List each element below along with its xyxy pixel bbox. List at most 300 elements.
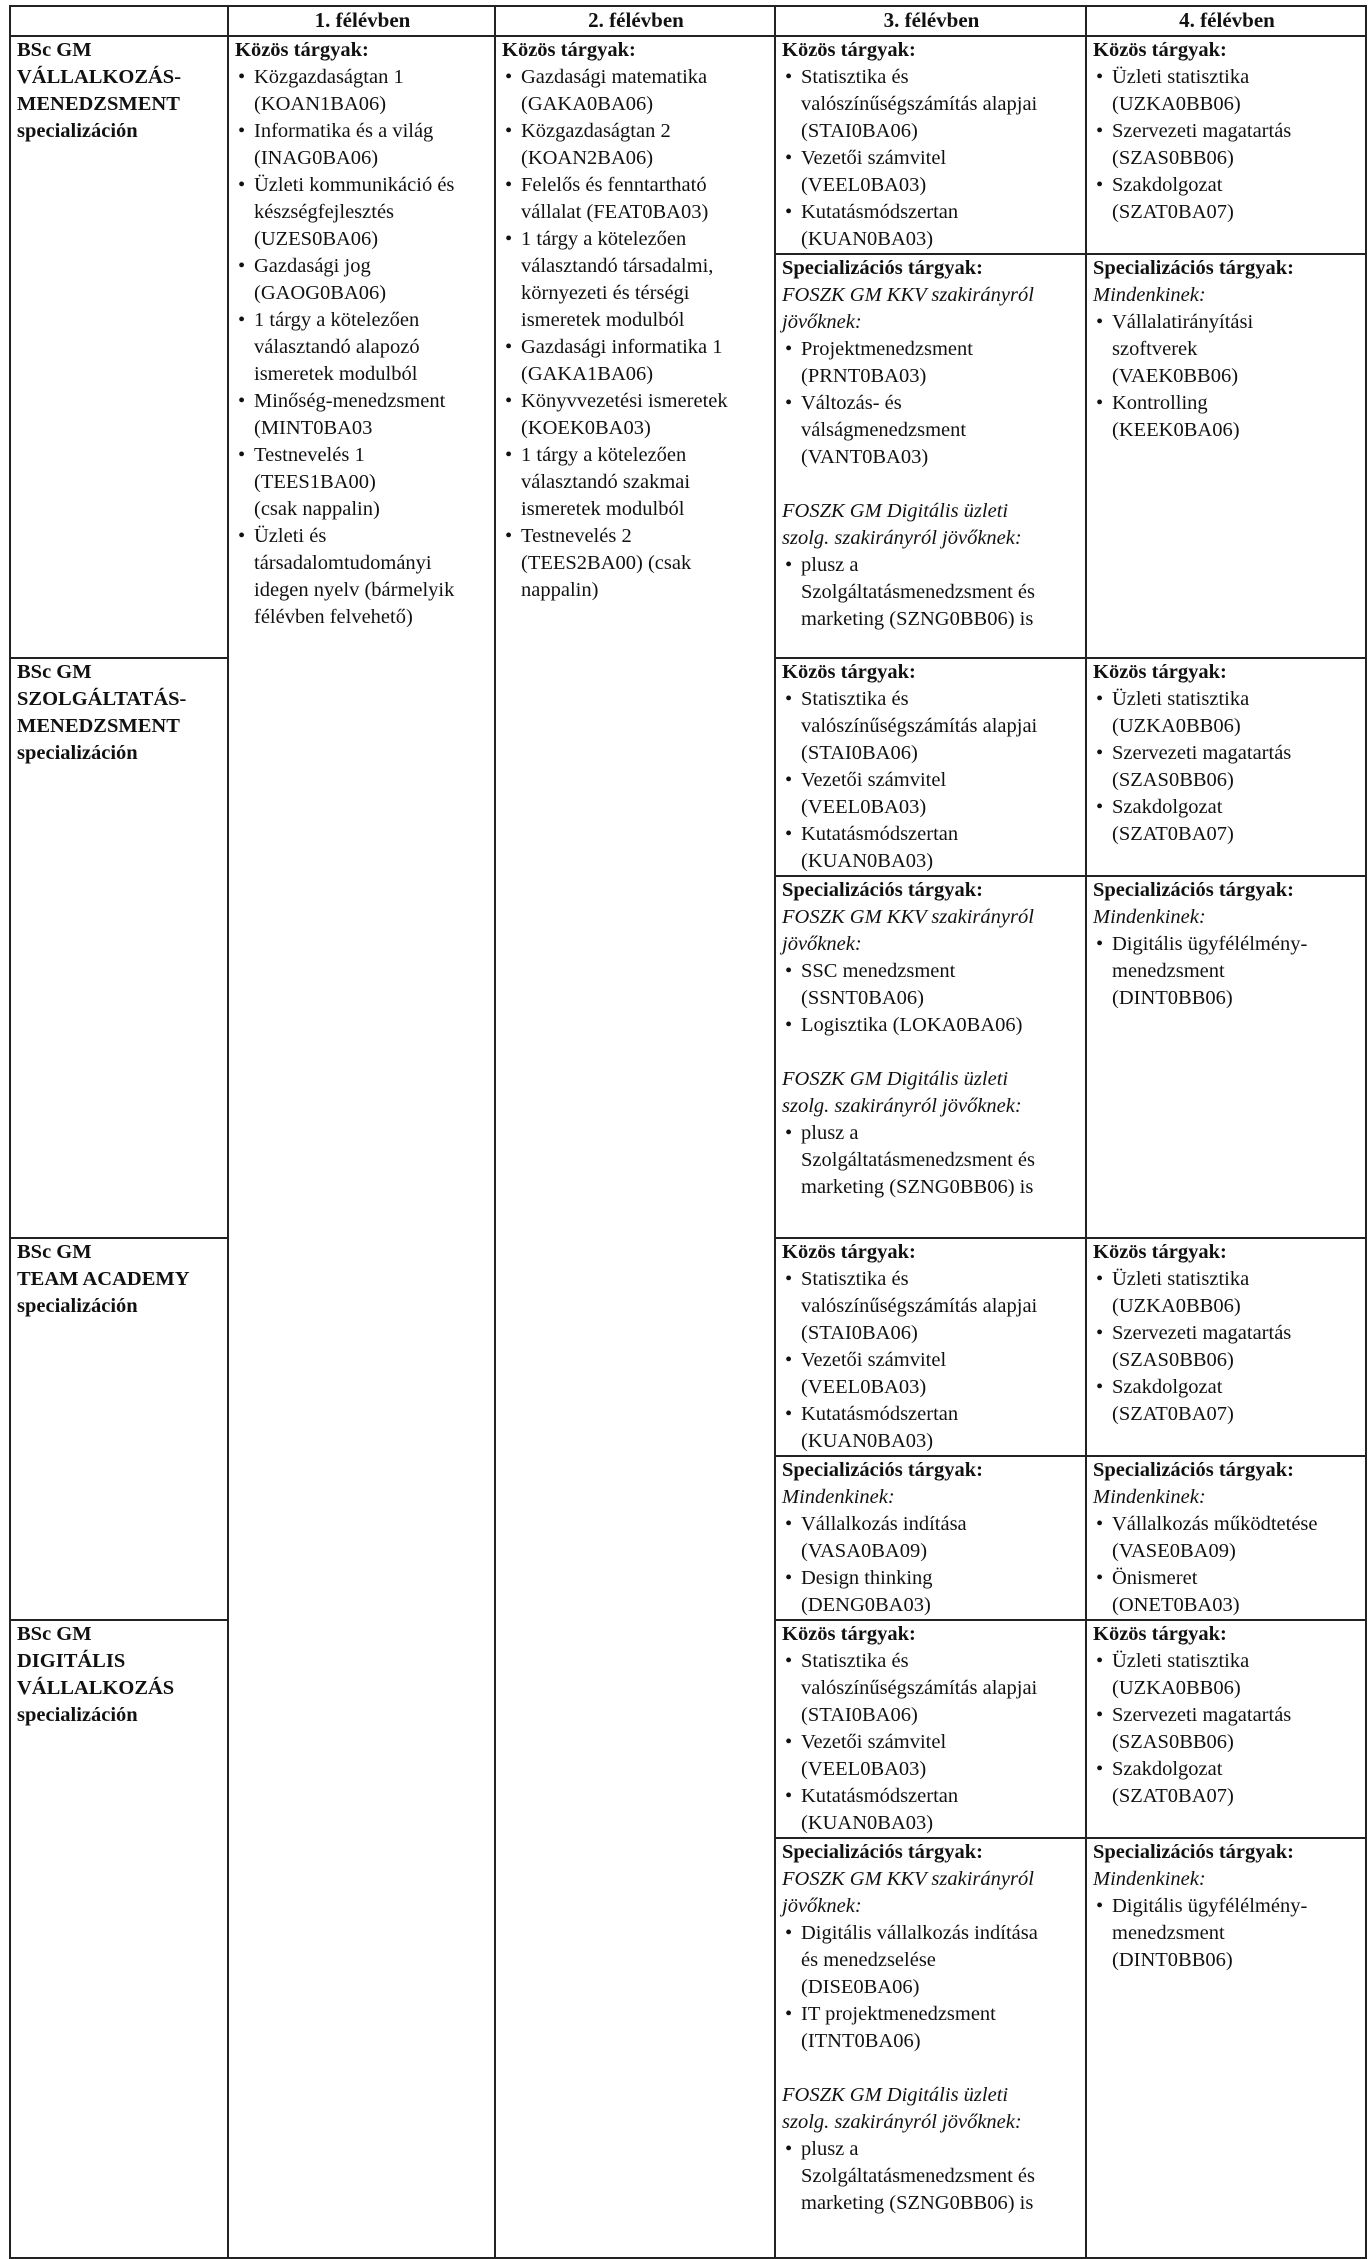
course-item	[801, 1120, 1081, 1201]
course-line: • Digitális ügyfélélmény-	[1112, 1895, 1308, 1917]
semester-4-common	[1086, 1238, 1366, 1456]
course-item	[801, 1648, 1081, 1729]
semester-4-specialization	[1086, 254, 1366, 658]
course-item	[801, 64, 1081, 145]
course-line: készségfejlesztés	[254, 201, 395, 223]
course-line: (UZKA0BB06)	[1112, 1295, 1241, 1317]
course-list	[782, 1266, 1081, 1455]
common-subjects-title: Közös tárgyak:	[782, 1241, 916, 1263]
course-line: • 1 tárgy a kötelezően	[521, 444, 687, 466]
course-item	[254, 307, 490, 388]
group-label	[782, 498, 1081, 552]
specialization-name	[10, 1620, 228, 2258]
course-line: félévben felvehető)	[254, 606, 413, 628]
course-line: marketing (SZNG0BB06) is	[801, 2192, 1034, 2214]
course-line: (GAOG0BA06)	[254, 282, 387, 304]
specialization-name-line: VÁLLALKOZÁS-	[17, 66, 182, 88]
course-line: • 1 tárgy a kötelezően	[521, 228, 687, 250]
spec-row-common	[10, 36, 1366, 254]
course-line: (SZAS0BB06)	[1112, 769, 1234, 791]
course-line: • Vezetői számvitel	[801, 147, 947, 169]
group-label-line: FOSZK GM Digitális üzleti	[782, 500, 1009, 522]
group-label-line: FOSZK GM KKV szakirányról	[782, 906, 1034, 928]
course-item	[254, 388, 490, 442]
course-line: (GAKA0BA06)	[521, 93, 654, 115]
course-line: • Statisztika és	[801, 66, 909, 88]
course-line: (VASA0BA09)	[801, 1540, 928, 1562]
semester-1-cell	[228, 36, 495, 2258]
course-line: (UZES0BA06)	[254, 228, 379, 250]
course-list	[782, 552, 1081, 633]
course-item	[254, 172, 490, 253]
course-item	[801, 767, 1081, 821]
course-line: • Minőség-menedzsment	[254, 390, 446, 412]
course-line: (KOAN1BA06)	[254, 93, 387, 115]
course-line: • Vezetői számvitel	[801, 1731, 947, 1753]
course-line: (KOEK0BA03)	[521, 417, 651, 439]
course-item	[521, 388, 770, 442]
course-line: (VEEL0BA03)	[801, 1758, 927, 1780]
group-label-line: Mindenkinek:	[1093, 1486, 1206, 1508]
course-item	[521, 334, 770, 388]
course-item	[801, 1920, 1081, 2001]
specialization-name-line: BSc GM	[17, 39, 92, 61]
course-line: (ONET0BA03)	[1112, 1594, 1240, 1616]
course-list	[782, 336, 1081, 471]
course-item	[254, 118, 490, 172]
course-list	[782, 1648, 1081, 1837]
course-item	[1112, 1374, 1361, 1428]
course-line: (UZKA0BB06)	[1112, 1677, 1241, 1699]
course-line: (VAEK0BB06)	[1112, 365, 1239, 387]
course-line: (KUAN0BA03)	[801, 228, 934, 250]
course-line: • Üzleti statisztika	[1112, 1650, 1250, 1672]
course-line: (ITNT0BA06)	[801, 2030, 921, 2052]
course-line: környezeti és térségi	[521, 282, 690, 304]
course-line: • Kontrolling	[1112, 392, 1208, 414]
course-line: (TEES2BA00) (csak	[521, 552, 692, 574]
course-line: (SZAS0BB06)	[1112, 147, 1234, 169]
group-label	[782, 1866, 1081, 1920]
course-item	[801, 686, 1081, 767]
course-item	[1112, 794, 1361, 848]
course-line: • Üzleti kommunikáció és	[254, 174, 455, 196]
course-item	[521, 442, 770, 523]
course-list	[782, 2136, 1081, 2217]
course-line: (SZAT0BA07)	[1112, 1785, 1234, 1807]
course-line: (DISE0BA06)	[801, 1976, 920, 1998]
course-line: (KUAN0BA03)	[801, 1430, 934, 1452]
group-label-line: jövőknek:	[782, 311, 862, 333]
semester-3-common	[775, 1238, 1086, 1456]
course-item	[254, 64, 490, 118]
course-line: • Kutatásmódszertan	[801, 1403, 959, 1425]
specialization-name-line: TEAM ACADEMY	[17, 1268, 190, 1290]
group-label	[782, 2082, 1081, 2136]
course-line: • Testnevelés 1	[254, 444, 365, 466]
course-line: • Kutatásmódszertan	[801, 201, 959, 223]
course-item	[1112, 1565, 1361, 1619]
semester-3-common	[775, 36, 1086, 254]
course-line: (TEES1BA00)	[254, 471, 376, 493]
header-semester-3: 3. félévben	[775, 6, 1086, 36]
course-line: • Szakdolgozat	[1112, 1758, 1223, 1780]
course-line: (KUAN0BA03)	[801, 1812, 934, 1834]
course-line: • 1 tárgy a kötelezően	[254, 309, 420, 331]
specialization-subjects-title: Specializációs tárgyak:	[782, 1459, 983, 1481]
course-list	[1093, 1511, 1361, 1619]
course-line: (STAI0BA06)	[801, 1704, 918, 1726]
course-list	[1093, 1648, 1361, 1810]
course-line: ismeretek modulból	[521, 309, 685, 331]
semester-4-common	[1086, 658, 1366, 876]
group-label	[782, 1484, 1081, 1511]
semester-3-specialization	[775, 876, 1086, 1238]
specialization-subjects-title: Specializációs tárgyak:	[1093, 257, 1294, 279]
specialization-name-line: specializáción	[17, 1704, 138, 1726]
course-item	[801, 552, 1081, 633]
course-line: valószínűségszámítás alapjai	[801, 1295, 1038, 1317]
group-label-line: Mindenkinek:	[1093, 284, 1206, 306]
course-item	[801, 1783, 1081, 1837]
course-line: • Felelős és fenntartható	[521, 174, 707, 196]
course-line: • plusz a	[801, 554, 859, 576]
course-line: • IT projektmenedzsment	[801, 2003, 996, 2025]
course-line: idegen nyelv (bármelyik	[254, 579, 455, 601]
course-item	[1112, 390, 1361, 444]
course-item	[801, 1565, 1081, 1619]
course-line: • Szervezeti magatartás	[1112, 120, 1292, 142]
spacer	[782, 471, 1081, 498]
course-line: (VANT0BA03)	[801, 446, 929, 468]
course-line: (DENG0BA03)	[801, 1594, 931, 1616]
course-item	[1112, 1702, 1361, 1756]
course-line: (STAI0BA06)	[801, 742, 918, 764]
course-item	[801, 2001, 1081, 2055]
course-line: • Üzleti statisztika	[1112, 688, 1250, 710]
group-label	[1093, 1484, 1361, 1511]
semester-3-common	[775, 1620, 1086, 1838]
course-line: (DINT0BB06)	[1112, 987, 1233, 1009]
course-list	[1093, 1266, 1361, 1428]
course-line: (VEEL0BA03)	[801, 1376, 927, 1398]
specialization-name-line: specializáción	[17, 1295, 138, 1317]
course-item	[1112, 309, 1361, 390]
course-line: nappalin)	[521, 579, 599, 601]
course-line: válságmenedzsment	[801, 419, 967, 441]
group-label-line: FOSZK GM Digitális üzleti	[782, 1068, 1009, 1090]
course-line: (KOAN2BA06)	[521, 147, 654, 169]
course-line: • plusz a	[801, 1122, 859, 1144]
course-line: • Gazdasági matematika	[521, 66, 708, 88]
course-line: • Gazdasági jog	[254, 255, 371, 277]
course-line: • Szervezeti magatartás	[1112, 742, 1292, 764]
course-list	[1093, 686, 1361, 848]
course-list	[782, 958, 1081, 1039]
course-line: • Statisztika és	[801, 688, 909, 710]
course-item	[521, 523, 770, 604]
course-line: választandó alapozó	[254, 336, 420, 358]
course-line: Szolgáltatásmenedzsment és	[801, 581, 1035, 603]
specialization-name-line: DIGITÁLIS	[17, 1650, 126, 1672]
course-line: (UZKA0BB06)	[1112, 715, 1241, 737]
common-subjects-title: Közös tárgyak:	[782, 39, 916, 61]
specialization-subjects-title: Specializációs tárgyak:	[1093, 1841, 1294, 1863]
course-line: • Változás- és	[801, 392, 902, 414]
semester-3-specialization	[775, 254, 1086, 658]
header-semester-2: 2. félévben	[495, 6, 775, 36]
specialization-subjects-title: Specializációs tárgyak:	[1093, 879, 1294, 901]
course-line: választandó társadalmi,	[521, 255, 714, 277]
course-item	[1112, 931, 1361, 1012]
course-line: • Önismeret	[1112, 1567, 1198, 1589]
course-line: • Logisztika (LOKA0BA06)	[801, 1014, 1023, 1036]
semester-2-cell	[495, 36, 775, 2258]
course-item	[801, 1012, 1081, 1039]
common-subjects-title: Közös tárgyak:	[782, 661, 916, 683]
course-line: • SSC menedzsment	[801, 960, 956, 982]
header-semester-4: 4. félévben	[1086, 6, 1366, 36]
course-line: (KUAN0BA03)	[801, 850, 934, 872]
course-item	[521, 64, 770, 118]
common-subjects-title: Közös tárgyak:	[235, 39, 369, 61]
course-line: • Üzleti és	[254, 525, 327, 547]
course-line: (STAI0BA06)	[801, 1322, 918, 1344]
course-line: (KEEK0BA06)	[1112, 419, 1240, 441]
course-line: (SZAT0BA07)	[1112, 201, 1234, 223]
course-line: (MINT0BA03	[254, 417, 373, 439]
course-line: marketing (SZNG0BB06) is	[801, 608, 1034, 630]
specialization-name-line: BSc GM	[17, 1623, 92, 1645]
course-line: (VEEL0BA03)	[801, 174, 927, 196]
common-subjects-title: Közös tárgyak:	[782, 1623, 916, 1645]
course-line: szoftverek	[1112, 338, 1198, 360]
course-line: (INAG0BA06)	[254, 147, 379, 169]
course-line: menedzsment	[1112, 1922, 1225, 1944]
group-label-line: FOSZK GM KKV szakirányról	[782, 1868, 1034, 1890]
group-label-line: FOSZK GM KKV szakirányról	[782, 284, 1034, 306]
course-line: (csak nappalin)	[254, 498, 380, 520]
course-line: • Szakdolgozat	[1112, 174, 1223, 196]
course-line: • Statisztika és	[801, 1650, 909, 1672]
course-line: valószínűségszámítás alapjai	[801, 1677, 1038, 1699]
course-line: Szolgáltatásmenedzsment és	[801, 2165, 1035, 2187]
course-line: valószínűségszámítás alapjai	[801, 93, 1038, 115]
course-line: • Vezetői számvitel	[801, 769, 947, 791]
course-line: (DINT0BB06)	[1112, 1949, 1233, 1971]
course-item	[521, 118, 770, 172]
common-subjects-title: Közös tárgyak:	[1093, 1241, 1227, 1263]
course-item	[1112, 1648, 1361, 1702]
course-list	[235, 64, 490, 631]
common-subjects-title: Közös tárgyak:	[1093, 661, 1227, 683]
course-line: • Vállalkozás működtetése	[1112, 1513, 1318, 1535]
course-line: társadalomtudományi	[254, 552, 432, 574]
course-line: • Szakdolgozat	[1112, 796, 1223, 818]
specialization-name-line: specializáción	[17, 742, 138, 764]
course-item	[521, 172, 770, 226]
course-line: • Szervezeti magatartás	[1112, 1704, 1292, 1726]
course-item	[801, 1266, 1081, 1347]
course-line: valószínűségszámítás alapjai	[801, 715, 1038, 737]
common-subjects-title: Közös tárgyak:	[502, 39, 636, 61]
course-list	[1093, 931, 1361, 1012]
course-item	[801, 145, 1081, 199]
group-label	[782, 1066, 1081, 1120]
course-line: ismeretek modulból	[254, 363, 418, 385]
course-line: • Könyvvezetési ismeretek	[521, 390, 728, 412]
specialization-name-line: MENEDZSMENT	[17, 93, 180, 115]
semester-3-common	[775, 658, 1086, 876]
course-item	[1112, 686, 1361, 740]
group-label-line: Mindenkinek:	[782, 1486, 895, 1508]
course-line: (SSNT0BA06)	[801, 987, 925, 1009]
course-list	[782, 686, 1081, 875]
course-line: • Közgazdaságtan 2	[521, 120, 671, 142]
course-line: Szolgáltatásmenedzsment és	[801, 1149, 1035, 1171]
course-line: • Digitális vállalkozás indítása	[801, 1922, 1038, 1944]
course-line: (VEEL0BA03)	[801, 796, 927, 818]
course-line: választandó szakmai	[521, 471, 691, 493]
group-label-line: FOSZK GM Digitális üzleti	[782, 2084, 1009, 2106]
course-line: • Vezetői számvitel	[801, 1349, 947, 1371]
course-line: • Vállalkozás indítása	[801, 1513, 967, 1535]
course-item	[801, 1729, 1081, 1783]
spacer	[782, 2055, 1081, 2082]
course-item	[1112, 1511, 1361, 1565]
course-line: (SZAT0BA07)	[1112, 1403, 1234, 1425]
course-item	[801, 821, 1081, 875]
group-label-line: Mindenkinek:	[1093, 906, 1206, 928]
group-label-line: szolg. szakirányról jövőknek:	[782, 2111, 1022, 2133]
course-item	[1112, 1266, 1361, 1320]
course-item	[254, 523, 490, 631]
group-label	[1093, 282, 1361, 309]
course-line: (GAKA1BA06)	[521, 363, 654, 385]
course-line: és menedzselése	[801, 1949, 936, 1971]
course-line: (SZAS0BB06)	[1112, 1349, 1234, 1371]
course-line: (STAI0BA06)	[801, 120, 918, 142]
course-item	[1112, 1756, 1361, 1810]
course-item	[1112, 172, 1361, 226]
common-subjects-title: Közös tárgyak:	[1093, 39, 1227, 61]
group-label	[1093, 904, 1361, 931]
course-line: • Kutatásmódszertan	[801, 823, 959, 845]
course-item	[801, 390, 1081, 471]
course-line: (UZKA0BB06)	[1112, 93, 1241, 115]
course-line: • Szervezeti magatartás	[1112, 1322, 1292, 1344]
course-line: • Üzleti statisztika	[1112, 1268, 1250, 1290]
course-list	[782, 64, 1081, 253]
curriculum-table	[9, 5, 1367, 2259]
course-list	[782, 1120, 1081, 1201]
specialization-name-line: MENEDZSMENT	[17, 715, 180, 737]
semester-3-specialization	[775, 1838, 1086, 2258]
specialization-name-line: SZOLGÁLTATÁS-	[17, 688, 187, 710]
course-list	[1093, 64, 1361, 226]
course-item	[801, 1347, 1081, 1401]
group-label-line: szolg. szakirányról jövőknek:	[782, 1095, 1022, 1117]
course-line: ismeretek modulból	[521, 498, 685, 520]
header-row	[10, 6, 1366, 36]
course-line: marketing (SZNG0BB06) is	[801, 1176, 1034, 1198]
course-item	[1112, 740, 1361, 794]
course-line: • Projektmenedzsment	[801, 338, 973, 360]
course-line: • Design thinking	[801, 1567, 933, 1589]
group-label-line: Mindenkinek:	[1093, 1868, 1206, 1890]
semester-4-specialization	[1086, 876, 1366, 1238]
specialization-subjects-title: Specializációs tárgyak:	[782, 879, 983, 901]
course-item	[254, 253, 490, 307]
specialization-name	[10, 658, 228, 1238]
course-line: menedzsment	[1112, 960, 1225, 982]
specialization-subjects-title: Specializációs tárgyak:	[1093, 1459, 1294, 1481]
course-list	[1093, 1893, 1361, 1974]
header-semester-1: 1. félévben	[228, 6, 495, 36]
course-item	[254, 442, 490, 523]
course-line: • Kutatásmódszertan	[801, 1785, 959, 1807]
course-item	[801, 1511, 1081, 1565]
specialization-name-line: specializáción	[17, 120, 138, 142]
course-item	[1112, 64, 1361, 118]
group-label-line: szolg. szakirányról jövőknek:	[782, 527, 1022, 549]
course-line: (PRNT0BA03)	[801, 365, 927, 387]
course-item	[1112, 1893, 1361, 1974]
course-line: • Szakdolgozat	[1112, 1376, 1223, 1398]
course-line: • Közgazdaságtan 1	[254, 66, 404, 88]
specialization-name-line: VÁLLALKOZÁS	[17, 1677, 175, 1699]
course-item	[1112, 1320, 1361, 1374]
course-line: • Vállalatirányítási	[1112, 311, 1254, 333]
group-label-line: jövőknek:	[782, 1895, 862, 1917]
semester-4-common	[1086, 1620, 1366, 1838]
course-item	[1112, 118, 1361, 172]
group-label	[782, 904, 1081, 958]
course-list	[502, 64, 770, 604]
group-label	[782, 282, 1081, 336]
common-subjects-title: Közös tárgyak:	[1093, 1623, 1227, 1645]
group-label	[1093, 1866, 1361, 1893]
course-item	[801, 958, 1081, 1012]
course-list	[782, 1511, 1081, 1619]
course-line: • Digitális ügyfélélmény-	[1112, 933, 1308, 955]
course-list	[1093, 309, 1361, 444]
semester-4-specialization	[1086, 1838, 1366, 2258]
course-item	[521, 226, 770, 334]
semester-4-specialization	[1086, 1456, 1366, 1620]
specialization-name-line: BSc GM	[17, 661, 92, 683]
spacer	[782, 1039, 1081, 1066]
specialization-subjects-title: Specializációs tárgyak:	[782, 1841, 983, 1863]
course-item	[801, 336, 1081, 390]
semester-3-specialization	[775, 1456, 1086, 1620]
course-line: • plusz a	[801, 2138, 859, 2160]
course-list	[782, 1920, 1081, 2055]
course-line: (SZAS0BB06)	[1112, 1731, 1234, 1753]
course-line: • Statisztika és	[801, 1268, 909, 1290]
specialization-subjects-title: Specializációs tárgyak:	[782, 257, 983, 279]
course-line: • Testnevelés 2	[521, 525, 632, 547]
course-item	[801, 1401, 1081, 1455]
course-line: • Üzleti statisztika	[1112, 66, 1250, 88]
specialization-name-line: BSc GM	[17, 1241, 92, 1263]
course-line: vállalat (FEAT0BA03)	[521, 201, 709, 223]
course-line: (VASE0BA09)	[1112, 1540, 1236, 1562]
course-item	[801, 2136, 1081, 2217]
specialization-name	[10, 36, 228, 658]
semester-4-common	[1086, 36, 1366, 254]
specialization-name	[10, 1238, 228, 1620]
